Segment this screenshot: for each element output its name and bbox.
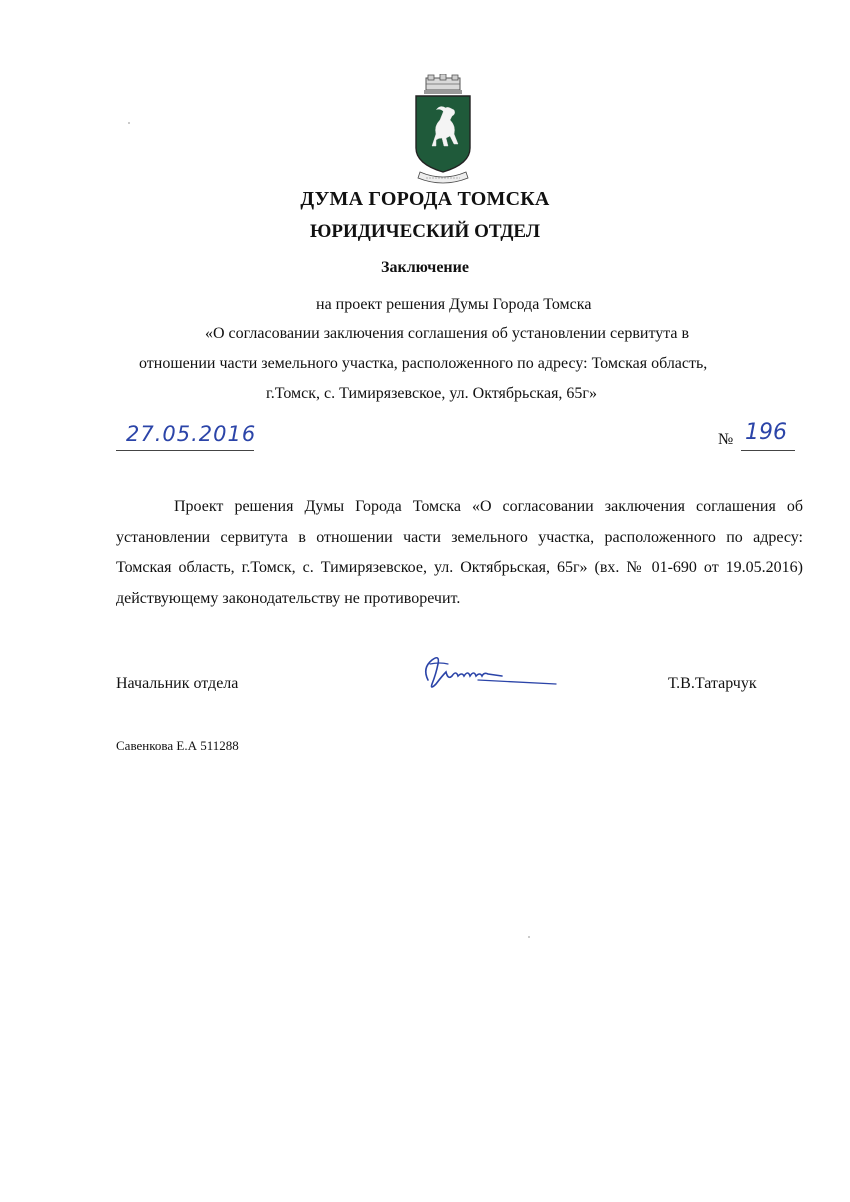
subject-line-4: г.Томск, с. Тимирязевское, ул. Октябрьская, 65г» xyxy=(266,385,597,402)
scan-speck xyxy=(528,936,530,938)
organization-title: ДУМА ГОРОДА ТОМСКА xyxy=(300,188,550,210)
signer-name: Т.В.Татарчук xyxy=(668,675,757,692)
document-type: Заключение xyxy=(381,259,469,276)
handwritten-signature-icon xyxy=(418,650,558,694)
date-field xyxy=(116,418,257,451)
executor-contact: Савенкова Е.А 511288 xyxy=(116,738,239,753)
subject-line-1: на проект решения Думы Города Томска xyxy=(316,296,592,313)
number-label: № xyxy=(718,431,734,448)
department-title: ЮРИДИЧЕСКИЙ ОТДЕЛ xyxy=(310,221,540,242)
signer-title: Начальник отдела xyxy=(116,675,239,692)
subject-line-2: «О согласовании заключения соглашения об установлении сервитута в xyxy=(205,325,690,342)
number-handwritten: 196 xyxy=(745,420,787,445)
date-handwritten: 27.05.2016 xyxy=(126,422,257,446)
tomsk-coat-of-arms-icon xyxy=(410,74,476,186)
number-field xyxy=(741,418,795,451)
subject-line-3: отношении части земельного участка, расположенного по адресу: Томская область, xyxy=(139,355,708,372)
scan-speck xyxy=(128,122,130,124)
conclusion-body: Проект решения Думы Города Томска «О согласовании заключения соглашения об установлении сервитута в отношении части земельного участка, расположенного по адресу: Томская область, г.Томск, с. Тимирязевское, ул. Октябрьская, 65г» (вх. № 01-690 от 19.05.2016) действующему законодательству не противоречит. xyxy=(116,498,803,607)
